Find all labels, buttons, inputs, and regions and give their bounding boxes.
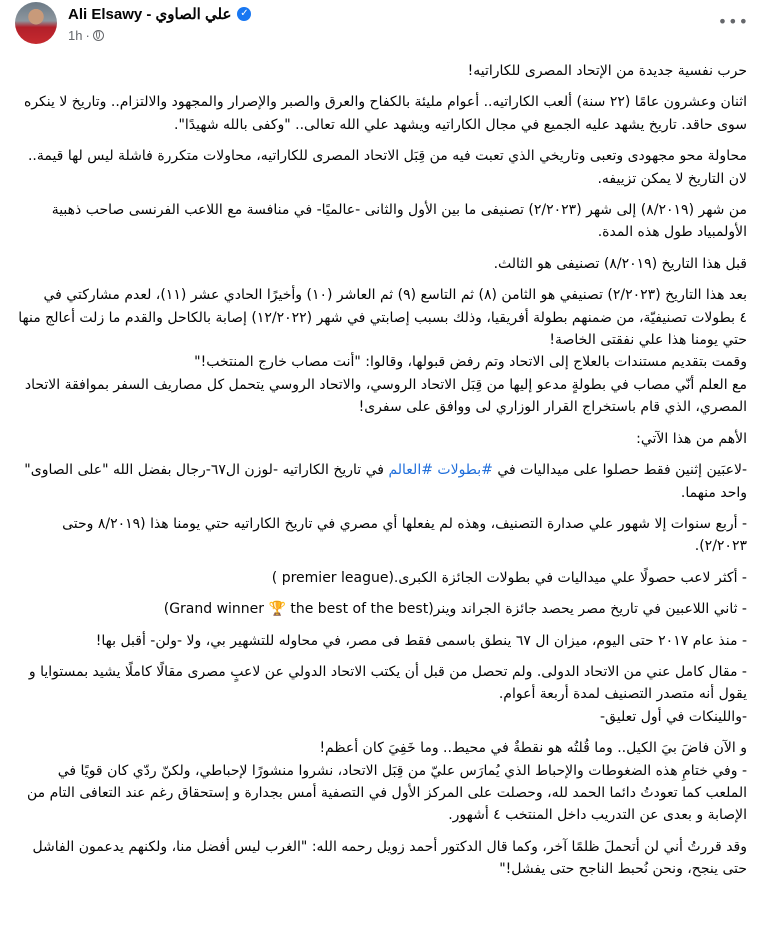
post-paragraph [14, 661, 747, 728]
post-paragraph [14, 284, 747, 418]
post-paragraph [14, 630, 747, 652]
post-paragraph [14, 428, 747, 450]
post-line: محاولة محو مجهودى وتعبى وتاريخي الذي تعبت فيه من قِبَل الاتحاد المصرى للكاراتيه، محاولات متكررة فاشلة ليس لها قيمة.. لان التاريخ لا يمكن تزييفه. [27, 148, 747, 187]
post-paragraph [14, 91, 747, 136]
post-paragraph [14, 199, 747, 244]
hashtag-link[interactable]: #بطولات [437, 462, 493, 479]
post-paragraph [14, 598, 747, 620]
post-line: بعد هذا التاريخ (٢/٢٠٢٣) تصنيفي هو الثامن (٨) ثم التاسع (٩) ثم العاشر (١٠) وأخيرًا الحادي عشر (١١)، لعدم مشاركتي في [43, 287, 747, 304]
post-paragraph [14, 60, 747, 82]
post-body [0, 56, 763, 881]
hashtag-link[interactable]: #العالم [388, 462, 433, 479]
post-line: - أكثر لاعب حصولًا علي ميداليات في بطولات الجائزة الكبرى.(premier league ) [271, 569, 747, 586]
more-options-button[interactable]: ••• [717, 12, 749, 31]
post-line: - منذ عام ٢٠١٧ حتى اليوم، ميزان ال ٦٧ ينطق باسمى فقط فى مصر، في محاوله للتشهير بي، ولا -ولن- أقبل بها! [95, 632, 747, 649]
post-time[interactable]: 1h [68, 28, 83, 43]
post-line: - وفي ختامِ هذه الضغوطات والإحباط الذي يُمارَس عليّ من قِبَل الاتحاد، نشروا منشورًا لإحباطي، ولكنّ ردّي كان قويًا في الملعب كما تعودتُ دائما الحمد لله، وحصلت على المركز الأول في التصفية أمس بجدارة و إستحقاق رغم عند التعافى التام من الإصابة و بعدى عن التدريب داخل المنتخب ٤ أشهور. [26, 762, 747, 824]
post-line: و الآن فاضَ بيَ الكيل.. وما قُلتُه هو نقطةٌ في محيط.. وما خَفِيَ كان أعظم! [319, 740, 747, 757]
post-paragraph [14, 513, 747, 558]
post-paragraph [14, 253, 747, 275]
post-paragraph [14, 836, 747, 881]
post-line: اثنان وعشرون عامًا (٢٢ سنة) ألعب الكاراتيه.. أعوام مليئة بالكفاح والعرق والصبر والإصرار والمجهود والالتزام.. وتاريخ لا ينكره سوى حاقد. تاريخ يشهد عليه الجميع في مجال الكاراتيه ويشهد علي الله تعالى.. "وكفى بالله شهيدًا". [24, 94, 747, 133]
post-line: - أربع سنوات إلا شهور علي صدارة التصنيف، وهذه لم يفعلها أي مصري في تاريخ الكاراتيه حتي يومنا هذا (٨/٢٠١٩ وحتى ٢/٢٠٢٣). [62, 515, 747, 555]
post-line: ٤ بطولات تصنيفيّة، من ضمنهم بطولة أفريقيا، وذلك بسبب إصابتي في شهر (١٢/٢٠٢٢) إصابة بالكاحل والقدم ما زلت أعالج منها حتي يومنا هذا علي نفقتى الخاصة! [18, 309, 747, 349]
post-line: -واللينكات في أول تعليق- [600, 708, 747, 725]
post-line: من شهر (٨/٢٠١٩) إلى شهر (٢/٢٠٢٣) تصنيفى ما بين الأول والثانى -عالميًا- في منافسة مع اللاعب الفرنسى صاحب ذهبية الأولمبياد طول هذه المدة. [51, 202, 747, 241]
post-text: -لاعبَين إثنين فقط حصلوا على ميداليات في [492, 462, 747, 479]
globe-icon[interactable] [93, 30, 104, 41]
post-line: حرب نفسية جديدة من الإتحاد المصرى للكاراتيه! [467, 63, 747, 79]
post-header [0, 0, 763, 56]
post-line [14, 459, 747, 504]
post-paragraph [14, 737, 747, 827]
verified-badge-icon: ✓ [237, 7, 251, 21]
post-line: مع العلم أنّي مصاب في بطولةٍ مدعو إليها من قِبَل الاتحاد الروسي، والاتحاد الروسي يتحمل كل مصاريف السفر بموافقة الاتحاد المصري، الذي قام باستخراج القرار الوزاري لى ووافق على سفرى! [24, 376, 747, 416]
post-line: وقد قررتُ أني لن أتحملَ ظلمًا آخر، وكما قال الدكتور أحمد زويل رحمه الله: "الغرب ليس أفضل منا، ولكنهم يدعمون الفاشل حتى ينجح، ونحن نُحبط الناجح حتى يفشل!" [32, 838, 747, 878]
author-avatar[interactable] [15, 2, 57, 44]
post-paragraph [14, 459, 747, 504]
author-row [68, 5, 251, 23]
post-line: - ثاني اللاعبين في تاريخ مصر يحصد جائزة الجراند وينر(Grand winner 🏆 the best of the best) [163, 601, 747, 618]
post-meta [68, 28, 104, 43]
post-text: في تاريخ الكاراتيه -لوزن ال٦٧-رجال بفضل الله "على الصاوى" واحد منهما. [24, 462, 747, 501]
meta-separator: · [85, 28, 90, 43]
post-line: الأهم من هذا الآتي: [636, 430, 747, 447]
author-name[interactable]: Ali Elsawy - علي الصاوي [68, 6, 232, 23]
post-paragraph [14, 145, 747, 190]
post-line: - مقال كامل عني من الاتحاد الدولى. ولم تحصل من قبل أن يكتب الاتحاد الدولي عن لاعبٍ مصرى مقالًا كاملًا يشيد بمستوايا و يقول أنه متصدر التصنيف لمدة أربعة أعوام. [28, 663, 747, 703]
post-paragraph [14, 567, 747, 589]
post-line: وقمت بتقديم مستندات بالعلاج إلى الاتحاد وتم رفض قبولها، وقالوا: "أنت مصاب خارج المنتخب!" [194, 354, 747, 371]
post-line: قبل هذا التاريخ (٨/٢٠١٩) تصنيفى هو الثالث. [493, 255, 747, 272]
